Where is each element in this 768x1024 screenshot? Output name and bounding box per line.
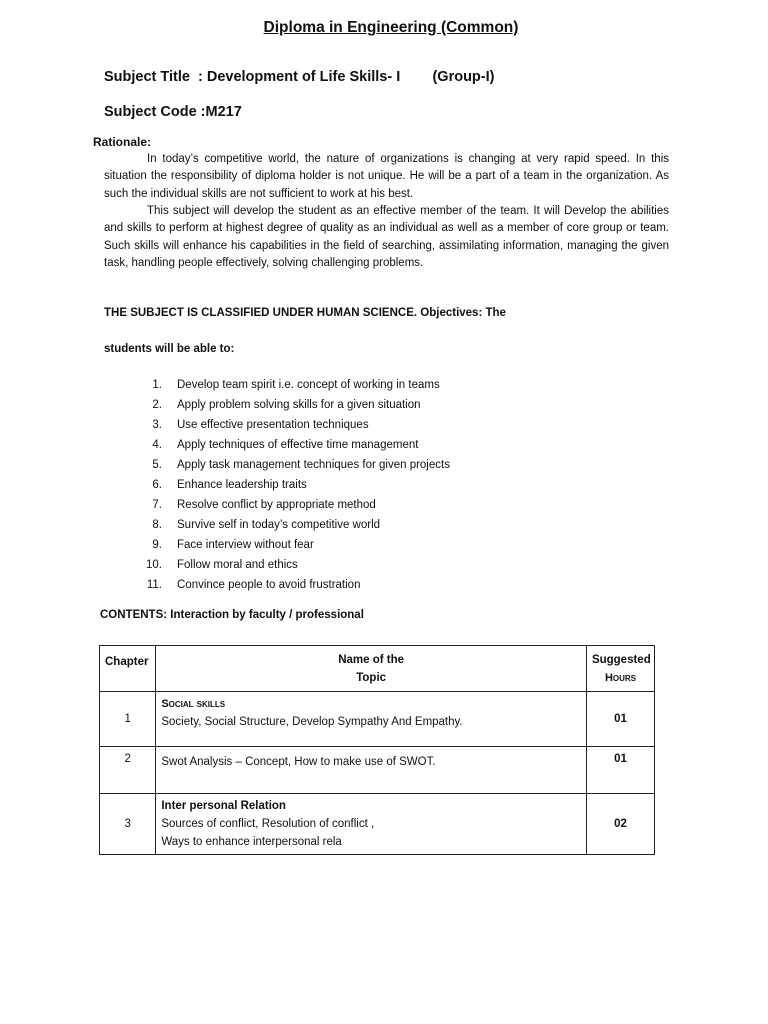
objective-text: Apply task management techniques for given projects: [177, 459, 450, 471]
objective-text: Convince people to avoid frustration: [177, 579, 361, 591]
table-row: [100, 794, 655, 855]
rationale-label: Rationale:: [93, 135, 152, 149]
objective-number: 7.: [152, 499, 162, 511]
topic-line: Ways to enhance interpersonal rela: [161, 836, 342, 848]
header-hours-line1: Suggested: [591, 653, 651, 666]
hours-cell: 01: [586, 747, 654, 794]
topic-cell: [156, 692, 587, 747]
topic-cell: [156, 794, 587, 855]
objective-number: 3.: [152, 419, 162, 431]
objective-number: 2.: [152, 399, 162, 411]
objective-number: 4.: [152, 439, 162, 451]
rationale-paragraph-1: [104, 151, 669, 203]
hours-cell: 01: [586, 692, 654, 747]
topics-table: [99, 645, 655, 855]
rationale-text-2: This subject will develop the student as an effective member of the team. It will Develop the abilities and skills to perform at highest degree of quality as an individual as well as a member of core group or team. Such skills will enhance his capabilities in the field of searching, assimilating information, managing the given task, handling people effectively, solving challenging problems.: [104, 205, 669, 269]
objective-text: Enhance leadership traits: [177, 479, 307, 491]
objective-number: 6.: [152, 479, 162, 491]
objective-text: Resolve conflict by appropriate method: [177, 499, 376, 511]
header-topic-line2: Topic: [356, 671, 387, 684]
table-row: [100, 747, 655, 794]
students-line: students will be able to:: [104, 343, 235, 355]
topic-heading: Inter personal Relation: [161, 800, 286, 812]
objective-number: 1.: [152, 379, 162, 391]
objective-number: 5.: [152, 459, 162, 471]
document-title: Diploma in Engineering (Common): [263, 19, 519, 36]
chapter-cell: 1: [100, 692, 156, 747]
header-topic-line1: Name of the: [338, 653, 405, 666]
header-hours-line2: Hours: [604, 671, 636, 684]
objective-number: 10.: [146, 559, 162, 571]
objective-number: 8.: [152, 519, 162, 531]
objective-text: Survive self in today’s competitive world: [177, 519, 381, 531]
topic-cell: [156, 747, 587, 794]
header-hours: [586, 646, 654, 692]
topic-line: Swot Analysis – Concept, How to make use of SWOT.: [161, 756, 436, 768]
hours-cell: 02: [586, 794, 654, 855]
header-topic: [156, 646, 587, 692]
subject-title: Subject Title : Development of Life Skills- I (Group-I): [104, 69, 495, 85]
chapter-cell: 2: [100, 747, 156, 794]
table-row: [100, 692, 655, 747]
objective-number: 11.: [146, 579, 162, 591]
contents-heading: CONTENTS: Interaction by faculty / professional: [100, 609, 364, 621]
objective-text: Apply problem solving skills for a given situation: [177, 399, 421, 411]
objective-text: Follow moral and ethics: [177, 559, 298, 571]
topic-line: Society, Social Structure, Develop Sympathy And Empathy.: [161, 716, 463, 728]
objective-text: Face interview without fear: [177, 539, 314, 551]
objective-text: Use effective presentation techniques: [177, 419, 369, 431]
objective-text: Develop team spirit i.e. concept of working in teams: [177, 379, 440, 391]
objective-text: Apply techniques of effective time management: [177, 439, 419, 451]
topic-heading: Social skills: [161, 698, 226, 710]
rationale-text-1: In today’s competitive world, the nature of organizations is changing at very rapid speed. In this situation the responsibility of diploma holder is not unique. He will be a part of a team in the organization. As such the individual skills are not sufficient to work at his best.: [104, 153, 669, 200]
chapter-cell: 3: [100, 794, 156, 855]
table-header-row: [100, 646, 655, 692]
rationale-paragraph-2: [104, 203, 669, 272]
header-chapter: Chapter: [100, 646, 156, 692]
objective-number: 9.: [152, 539, 162, 551]
topic-line: Sources of conflict, Resolution of conflict ,: [161, 818, 375, 830]
classification-line: THE SUBJECT IS CLASSIFIED UNDER HUMAN SCIENCE. Objectives: The: [104, 307, 506, 319]
subject-code: Subject Code :M217: [104, 104, 242, 120]
